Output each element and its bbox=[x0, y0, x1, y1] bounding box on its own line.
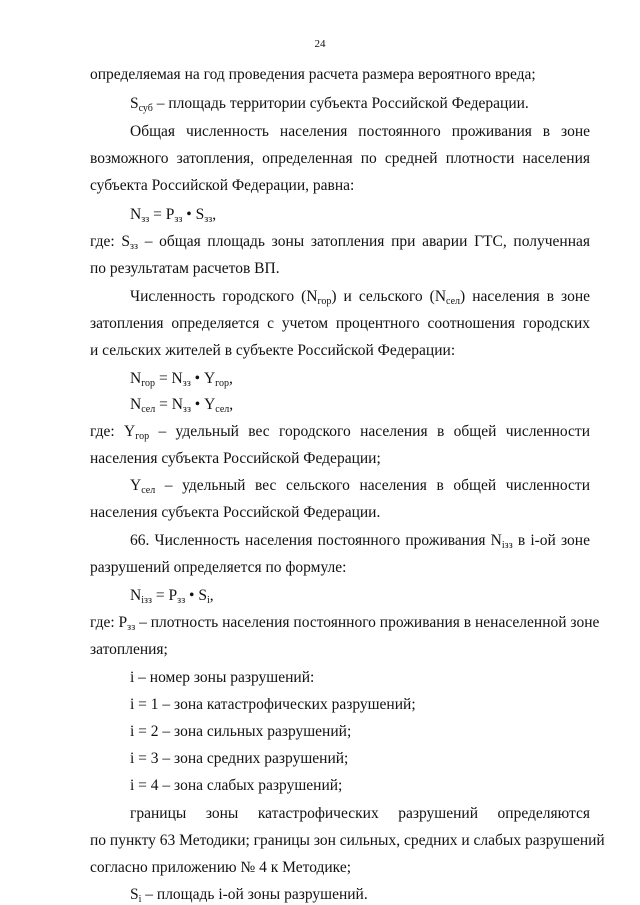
paragraph-line: Общая численность населения постоянного проживания в зоне bbox=[130, 123, 590, 140]
definition-y-sel: $Y_{сел}$ – удельный вес сельского населения в общей численности bbox=[130, 477, 590, 496]
definition-s-sub: $S_{суб}$ – площадь территории субъекта Российской Федерации. bbox=[130, 95, 529, 114]
formula-n-gor: $N_{гор} = N_{зз}$ • $Y_{гор}$, bbox=[130, 370, 233, 389]
definition-s-i: $S_i$ – площадь i-ой зоны разрушений. bbox=[130, 886, 368, 905]
paragraph-line: субъекта Российской Федерации, равна: bbox=[90, 177, 355, 194]
page-number: 24 bbox=[314, 38, 326, 50]
formula-n-izz: $N_{iзз} = P_{зз}$ • $S_i$, bbox=[130, 587, 214, 606]
formula-n-zz: $N_{зз} = P_{зз}$ • $S_{зз}$, bbox=[130, 206, 217, 225]
list-item: i = 3 – зона средних разрушений; bbox=[130, 750, 349, 767]
definition-p-zz: где: $P_{зз}$ – плотность населения постоянного проживания в ненаселенной зоне bbox=[90, 614, 600, 633]
definition-y-gor: где: $Y_{гор}$ – удельный вес городского населения в общей численности bbox=[90, 423, 590, 442]
paragraph-line: согласно приложению № 4 к Методике; bbox=[90, 859, 352, 876]
paragraph-line: границы зоны катастрофических разрушений определяются bbox=[130, 805, 590, 822]
paragraph-line: затопления определяется с учетом процентного соотношения городских bbox=[90, 315, 590, 332]
paragraph-line: по пункту 63 Методики; границы зон сильных, средних и слабых разрушений bbox=[90, 832, 605, 849]
paragraph-line: возможного затопления, определенная по средней плотности населения bbox=[90, 150, 590, 167]
list-item: i = 4 – зона слабых разрушений; bbox=[130, 777, 343, 794]
paragraph-66: 66. Численность населения постоянного проживания $N_{iзз}$ в i-ой зоне bbox=[130, 532, 590, 551]
paragraph-line: и сельских жителей в субъекте Российской Федерации: bbox=[90, 342, 456, 359]
paragraph-line: населения субъекта Российской Федерации. bbox=[90, 504, 381, 521]
list-item: i – номер зоны разрушений: bbox=[130, 669, 315, 686]
text-line: определяемая на год проведения расчета размера вероятного вреда; bbox=[90, 66, 536, 83]
paragraph-line: затопления; bbox=[90, 641, 168, 658]
definition-s-zz: где: $S_{зз}$ – общая площадь зоны затопления при аварии ГТС, полученная bbox=[90, 233, 591, 252]
paragraph-line: Численность городского $(N_{гор})$ и сельского $(N_{сел})$ населения в зоне bbox=[130, 288, 590, 307]
paragraph-line: по результатам расчетов ВП. bbox=[90, 260, 280, 277]
list-item: i = 2 – зона сильных разрушений; bbox=[130, 723, 352, 740]
paragraph-line: населения субъекта Российской Федерации; bbox=[90, 450, 381, 467]
formula-n-sel: $N_{сел} = N_{зз}$ • $Y_{сел}$, bbox=[130, 396, 234, 415]
list-item: i = 1 – зона катастрофических разрушений; bbox=[130, 696, 416, 713]
paragraph-line: разрушений определяется по формуле: bbox=[90, 559, 347, 576]
